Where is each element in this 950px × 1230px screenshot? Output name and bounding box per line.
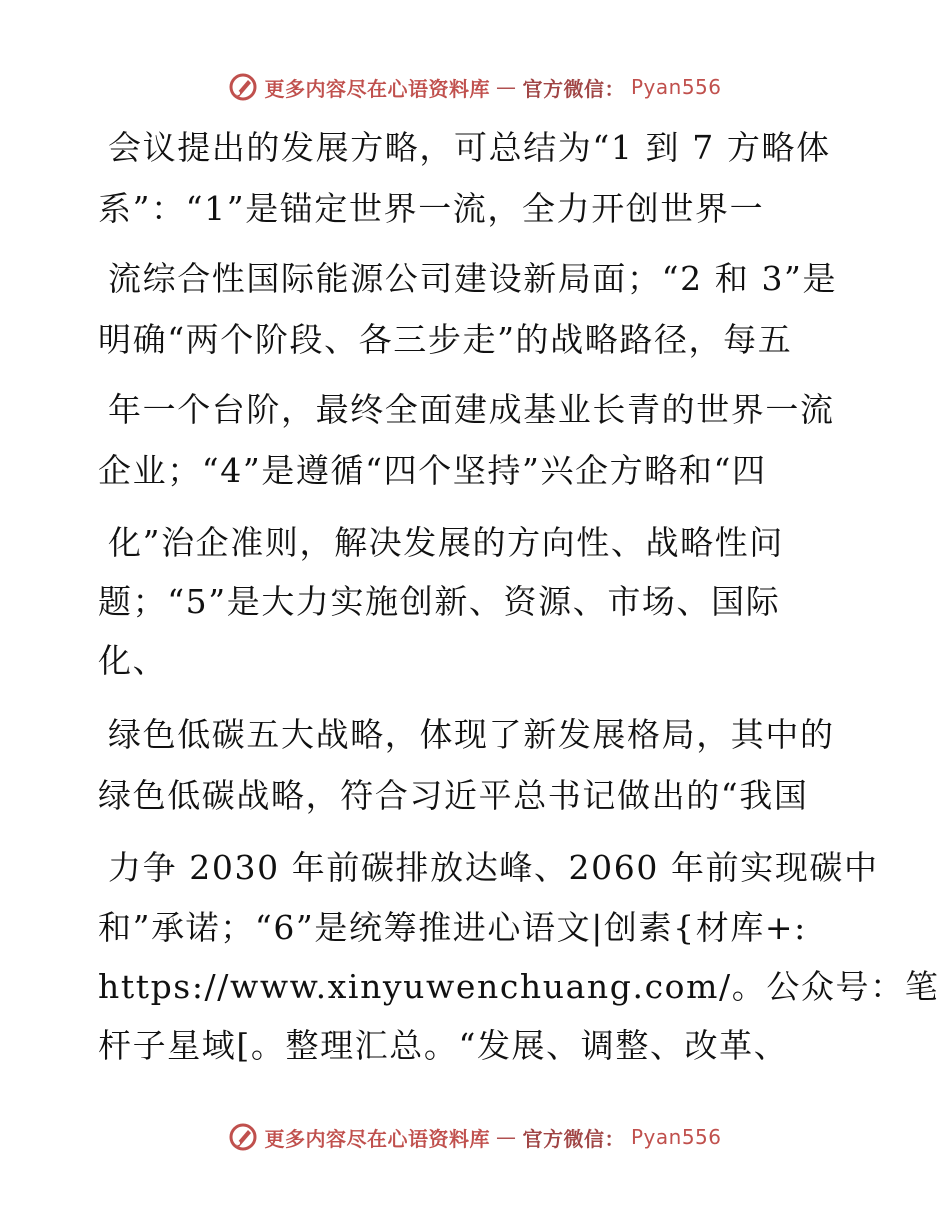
text-line: 明确“两个阶段、各三步走”的战略路径，每五: [98, 320, 793, 359]
watermark-label: 官方微信：: [522, 1126, 625, 1151]
text-line: 绿色低碳战略，符合习近平总书记做出的“我国: [98, 776, 809, 815]
watermark-separator: —: [495, 1125, 517, 1149]
watermark-label: 官方微信：: [522, 76, 625, 101]
watermark-account: Pyan556: [630, 1125, 722, 1149]
text-line: 年一个台阶，最终全面建成基业长青的世界一流: [108, 390, 835, 429]
watermark-main-text: 更多内容尽在心语资料库: [264, 76, 490, 101]
pen-seal-icon: [228, 72, 258, 102]
text-line: 力争 2030 年前碳排放达峰、2060 年前实现碳中: [108, 848, 879, 887]
watermark-main-text: 更多内容尽在心语资料库: [264, 1126, 490, 1151]
text-line: 绿色低碳五大战略，体现了新发展格局，其中的: [108, 715, 835, 754]
text-line: 杆子星域[。整理汇总。“发展、调整、改革、: [98, 1026, 789, 1065]
watermark-separator: —: [495, 75, 517, 99]
text-line: 题；“5”是大力实施创新、资源、市场、国际: [98, 582, 781, 621]
text-line: 流综合性国际能源公司建设新局面；“2 和 3”是: [108, 259, 838, 298]
text-line: 和”承诺；“6”是统筹推进心语文|创素{材库+:: [98, 908, 807, 947]
text-line: 会议提出的发展方略，可总结为“1 到 7 方略体: [108, 128, 831, 167]
pen-seal-icon: [228, 1122, 258, 1152]
text-line: 企业；“4”是遵循“四个坚持”兴企方略和“四: [98, 451, 767, 490]
footer-watermark: [0, 1122, 950, 1152]
text-line link-text: https://www.xinyuwenchuang.com/。公众号：笔: [98, 967, 940, 1006]
header-watermark: [0, 72, 950, 102]
text-line: 化、: [98, 641, 168, 680]
text-line: 化”治企准则，解决发展的方向性、战略性问: [108, 523, 784, 562]
text-line: 系”：“1”是锚定世界一流，全力开创世界一: [98, 189, 765, 228]
watermark-account: Pyan556: [630, 75, 722, 99]
